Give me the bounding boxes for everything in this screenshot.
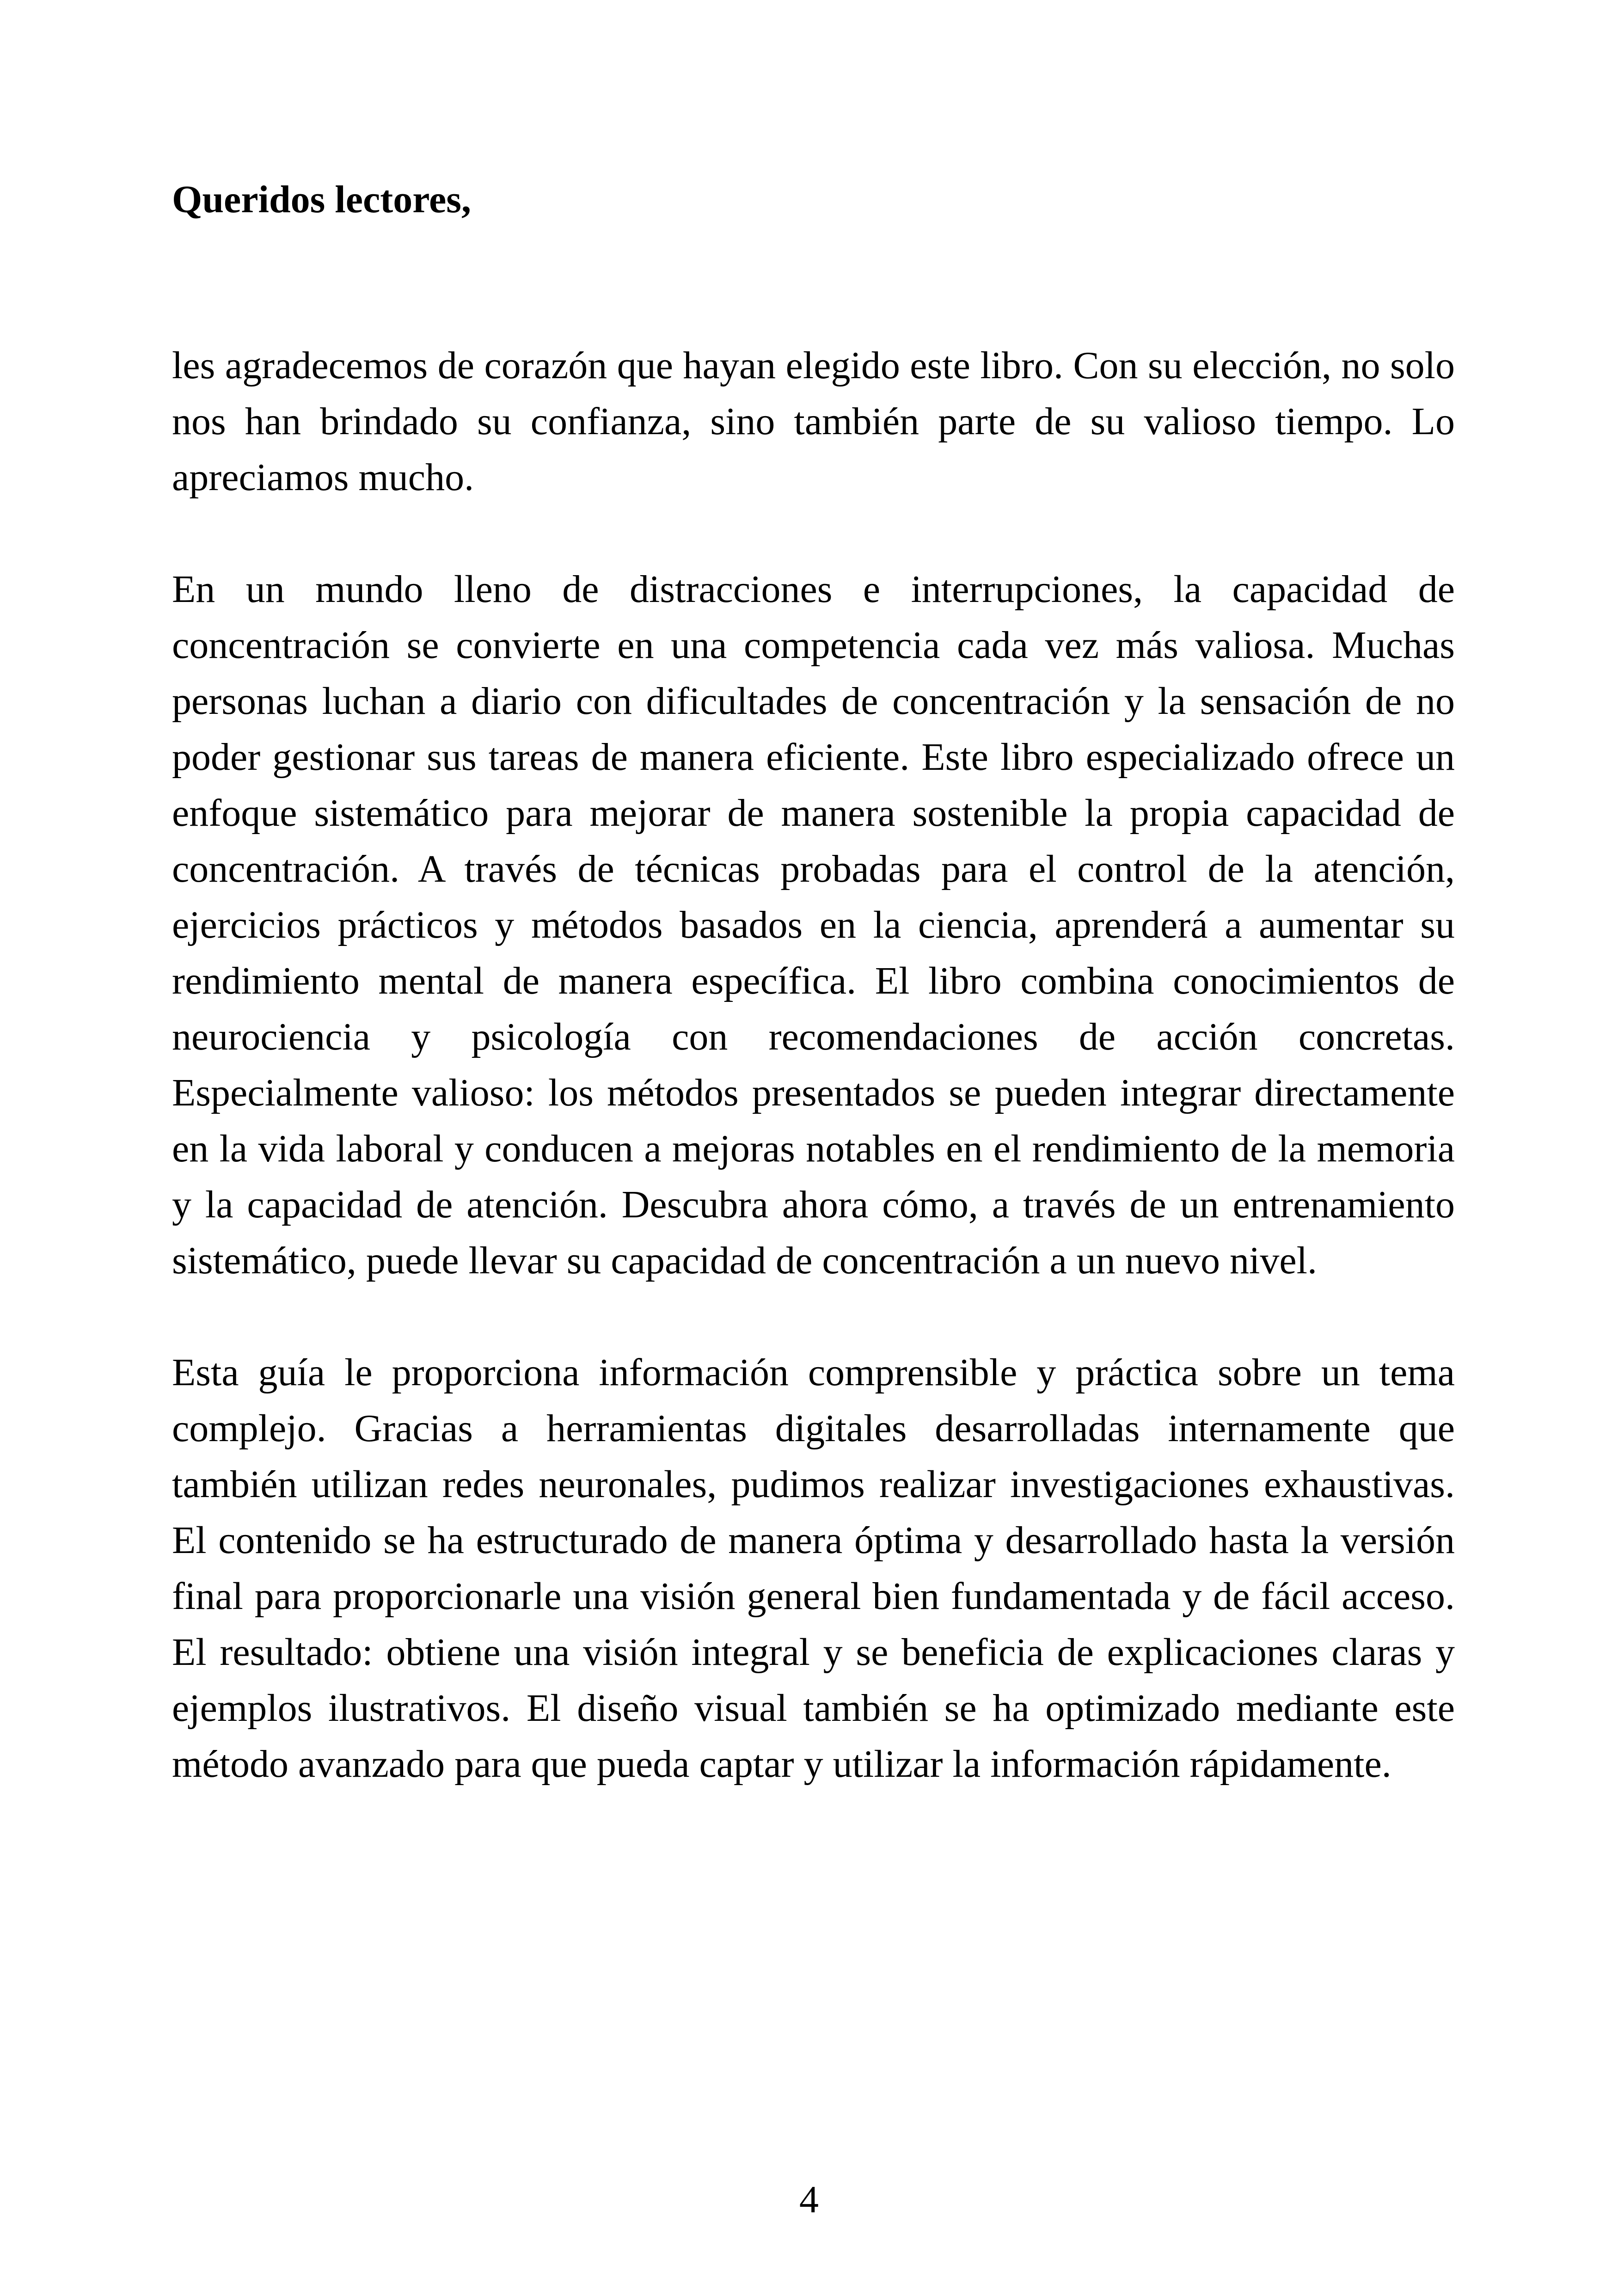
body-text [172, 338, 1455, 1848]
paragraph-guide: Esta guía le proporciona información comprensible y práctica sobre un tema complejo. Gracias a herramientas digitales desarrolladas internamente que también utilizan redes neuronales, pudimos realizar investigaciones exhaustivas. El contenido se ha estructurado de manera óptima y desarrollado hasta la versión final para proporcionarle una visión general bien fundamentada y de fácil acceso. El resultado: obtiene una visión integral y se beneficia de explicaciones claras y ejemplos ilustrativos. El diseño visual también se ha optimizado mediante este método avanzado para que pueda captar y utilizar la información rápidamente. [172, 1351, 1455, 1786]
paragraph-concentration: En un mundo lleno de distracciones e interrupciones, la capacidad de concentración se convierte en una competencia cada vez más valiosa. Muchas personas luchan a diario con dificultades de concentración y la sensación de no poder gestionar sus tareas de manera eficiente. Este libro especializado ofrece un enfoque sistemático para mejorar de manera sostenible la propia capacidad de concentración. A través de técnicas probadas para el control de la atención, ejercicios prácticos y métodos basados en la ciencia, aprenderá a aumentar su rendimiento mental de manera específica. El libro combina conocimientos de neurociencia y psicología con recomendaciones de acción concretas. Especialmente valioso: los métodos presentados se pueden integrar directamente en la vida laboral y conducen a mejoras notables en el rendimiento de la memoria y la capacidad de atención. Descubra ahora cómo, a través de un entrenamiento sistemático, puede llevar su capacidad de concentración a un nuevo nivel. [172, 568, 1455, 1282]
paragraph-thanks: les agradecemos de corazón que hayan elegido este libro. Con su elección, no solo nos han brindado su confianza, sino también parte de su valioso tiempo. Lo apreciamos mucho. [172, 344, 1455, 499]
page-number: 4 [799, 2178, 819, 2221]
salutation-heading: Queridos lectores, [172, 178, 471, 221]
